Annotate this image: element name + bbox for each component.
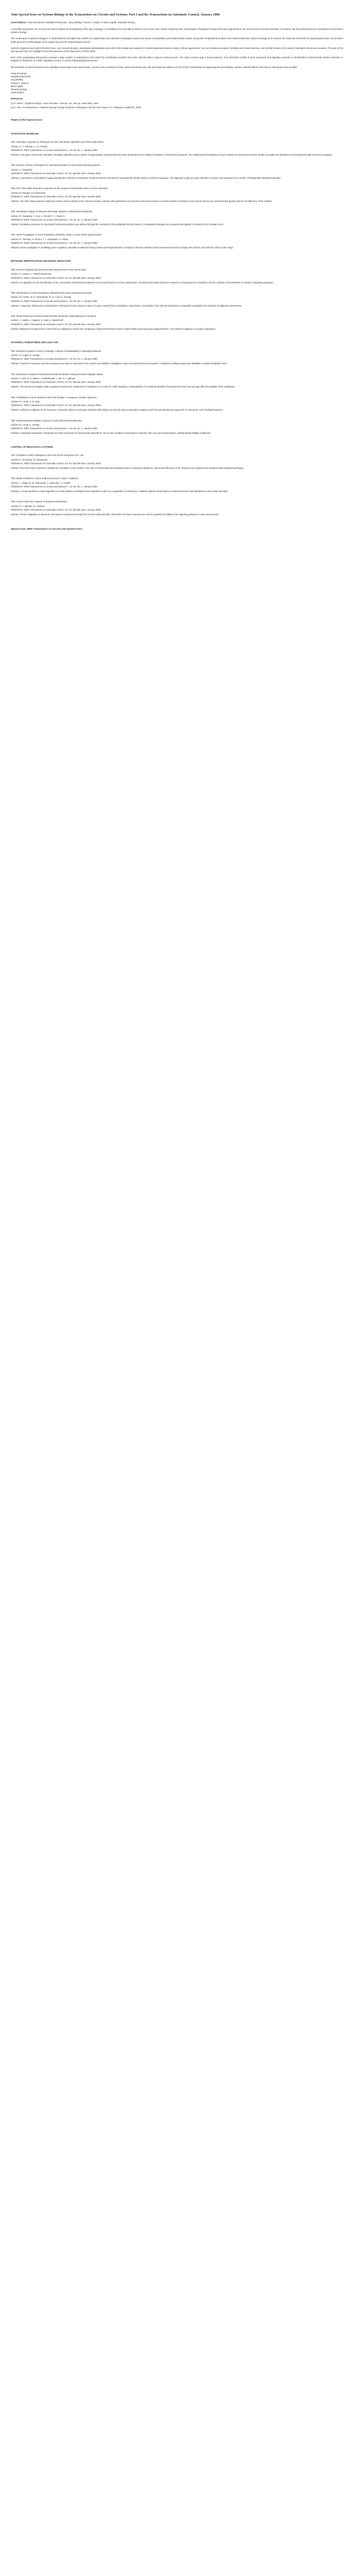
article-authors: Authors: D. T. Gillespie, L. R. Petzold xyxy=(11,145,47,148)
references xyxy=(11,97,343,109)
article-publication: Published in: IEEE Transactions on Automatic Control, Vol. 53, Special Issue, January 2008 xyxy=(11,172,101,175)
intro-paragraph: In scientific perspective, the century has been heralded as the beginning of the age of biology. It is probably not a coincidence that the rise of new, more robust computing tools, technologies of biological measurement and engineering in the very bioscience-focused domains of research, has been followed by the development of the field of systems biology. xyxy=(11,27,343,34)
intro-paragraph: We would like to thank all authors who submitted manuscripts to the special issue, and the many reviewers for their careful and timely work. We also thank the Editors-in-Chief of both Transactions for supporting this joint initiative, and the editorial staff for their help in making this issue possible. xyxy=(11,65,298,69)
signature-name: Mustafa Khammash xyxy=(11,75,31,78)
article-title: Title: Oscillations in Gene Networks with Time Delays: A Frequency Domain Approach xyxy=(11,396,97,399)
article-entry xyxy=(11,454,343,470)
article-entry xyxy=(11,419,343,435)
guest-editors-label: Guest Editors: xyxy=(11,21,27,24)
article-authors: Authors: B. Munsky, M. Khammash xyxy=(11,191,46,194)
article-publication: Published in: IEEE Transactions on Automatic Control, Vol. 53, Special Issue, January 2008 xyxy=(11,404,101,407)
article-abstract: Abstract: Sufficient conditions for the existence of periodic orbits in cyclic gene networks with delays are derived using secant gain conditions and Poincare-Bendixson arguments for monotone cyclic feedback systems. xyxy=(11,409,223,412)
article-authors: Authors: L. Magni, D. M. Raimondo, C. Dalla Man, C. Cobelli xyxy=(11,481,71,484)
article-authors: Authors: H. El-Samad, M. Khammash xyxy=(11,458,48,461)
article-publication: Published in: IEEE Transactions on Automatic Control, Vol. 53, Special Issue, January 2008 xyxy=(11,276,101,279)
article-authors: Authors: M. Andrec, B. N. Kholodenko, R. M. Levy, E. Sontag xyxy=(11,296,71,299)
article-publication: Published in: IEEE Transactions on Circuits and Systems I, Vol. 55, No. 1, January 2008 xyxy=(11,427,97,430)
article-title: Title: Sensitivity Analysis of Discrete Stochastic Systems in Biochemical Networks xyxy=(11,210,93,213)
article-title: Title: Noise Propagation in Gene Regulatory Networks Using a Linear Noise Approximation xyxy=(11,233,102,236)
section-title: DYNAMICS, ROBUSTNESS AND ANALYSIS xyxy=(11,341,59,344)
article-entry xyxy=(11,268,343,284)
article-publication: Published in: IEEE Transactions on Circuits and Systems I, Vol. 55, No. 1, January 2008 xyxy=(11,299,97,302)
article-entry xyxy=(11,292,343,308)
references-title: References xyxy=(11,97,23,100)
signature-name: Hana El-Samad xyxy=(11,72,27,75)
article-entry xyxy=(11,141,343,157)
section-title: STOCHASTIC MODELING xyxy=(11,132,39,135)
section-title: NETWORK IDENTIFICATION AND MODEL REDUCTION xyxy=(11,260,71,263)
article-authors: Authors: M. Arcak, G. B. Stan xyxy=(11,400,40,403)
intro-paragraph: Systems engineers and control theorists have, over several decades, developed methodologies and tools for the design and analysis of complex dynamical systems. Many of these approaches, such as robustness analysis, feedback and model reduction, are directly relevant to the study of biological circuits and networks. The goal of this joint special issue is to highlight recent developments at the intersection of these fields. xyxy=(11,46,343,53)
article-entry xyxy=(11,233,343,249)
article-entry xyxy=(11,396,343,412)
article-authors: Authors: J. Hardin, A. Zagaris, K. Krab, H. Westerhoff xyxy=(11,319,63,322)
article-title: Title: Reverse Engineering of Biochemical Networks from Time Series Data xyxy=(11,268,86,271)
article-title: Title: Control Theoretic Analysis of Bacterial Chemotaxis xyxy=(11,500,68,503)
signature-name: Brian Ingalls xyxy=(11,84,23,88)
article-entry xyxy=(11,373,343,389)
article-authors: Authors: P. A. Iglesias, B. Andrews xyxy=(11,504,45,507)
page-footer: Special Issue, IEEE Transactions on Circuits and Systems Part I xyxy=(11,528,83,531)
signature-name: Jorg Stelling xyxy=(11,78,23,81)
article-title: Title: Passivity-Based Stability Analysis of Cyclic Biochemical Networks xyxy=(11,419,82,422)
signature-role: Guest Editors xyxy=(11,91,25,94)
article-title: Title: The Finite State Projection Approach for the Analysis of Stochastic Noise in Gene Networks xyxy=(11,187,108,190)
article-entry xyxy=(11,315,343,331)
reference-item: [2] U. Alon, An Introduction to Systems Biology: Design Principles of Biological Circuits. Boca Raton, FL: Chapman & Hall/CRC, 2006. xyxy=(11,106,142,109)
signature-name: Francis J. Doyle III xyxy=(11,81,29,84)
guest-editors-line xyxy=(11,21,343,25)
article-authors: Authors: M. Arcak, E. Sontag xyxy=(11,423,40,427)
article-publication: Published in: IEEE Transactions on Circuits and Systems I, Vol. 55, No. 1, January 2008 xyxy=(11,358,97,361)
editor-signature xyxy=(11,72,343,95)
article-entry xyxy=(11,500,343,516)
article-authors: Authors: J. Hespanha xyxy=(11,168,32,171)
article-abstract: Abstract: Noise propagation in multistage gene regulatory cascades is analyzed using a linear noise approximation. Frequency domain methods reveal how network structure shapes the intrinsic and extrinsic noise at each stage. xyxy=(11,246,234,249)
article-abstract: Abstract: Balanced truncation from control theory is adapted to reduce the complexity of large biochemical reaction models while preserving input-output behavior. The method is applied to a model of glycolysis. xyxy=(11,327,216,330)
article-title: Title: Robustness Analysis of Biochemical Network Models Using Structured Singular Values xyxy=(11,372,104,376)
article-abstract: Abstract: The finite state projection method provides a direct solution of the chemical master equation with guaranteed error bounds. Extensions based on model reduction techniques from systems theory are presented that greatly improve the efficiency of the method. xyxy=(11,200,273,203)
article-entry xyxy=(11,187,343,203)
article-title: Title: Monotone Systems Theory in Biology: Analysis of Multistability in Signaling Networks xyxy=(11,349,102,352)
article-entry xyxy=(11,164,343,180)
journal-title: Joint Special Issue on Systems Biology in the Transactions on Circuits and Systems: Part I and the Transactions on Automatic Control, January 2008 xyxy=(11,13,220,16)
article-abstract: Abstract: The structured singular value is applied to assess the robustness of oscillations in a model of cAMP signaling in Dictyostelium. The analysis identifies the parameters that most strongly affect the stability of the oscillations. xyxy=(11,385,235,388)
article-abstract: Abstract: This paper reviews the stochastic simulation algorithm and a number of approximate methods that have been developed for the efficient simulation of biochemical systems. The mathematical foundations of each method are discussed and their relative strengths and limitations are illustrated through numerical examples. xyxy=(11,154,333,157)
article-entry xyxy=(11,210,343,226)
table-of-contents xyxy=(11,132,343,517)
article-publication: Published in: IEEE Transactions on Circuits and Systems I, Vol. 55, No. 1, January 2008 xyxy=(11,485,97,488)
article-abstract: Abstract: A Bayesian framework is developed for inferring the local response matrix of a gene network from perturbation experiments. Uncertainty in the inferred interactions is quantified and guides the selection of additional experiments. xyxy=(11,304,242,307)
article-publication: Published in: IEEE Transactions on Circuits and Systems I, Vol. 55, No. 1, January 2008 xyxy=(11,148,97,151)
article-abstract: Abstract: Perfect adaptation in bacterial chemotaxis is interpreted through the internal model principle. Information theoretic measures are used to quantify the fidelity of the signaling pathway in noisy environments. xyxy=(11,513,220,516)
article-entry xyxy=(11,350,343,366)
article-publication: Published in: IEEE Transactions on Automatic Control, Vol. 53, Special Issue, January 2008 xyxy=(11,195,101,198)
intro-paragraph: Each of the participating transactions received a large number of submissions, from which the contributions included here were selected after a rigorous review process. The topics covered span a broad spectrum, from stochastic models of gene expression and signaling networks, to identification of biochemical reaction networks, to analysis of robustness in cellular regulatory circuits, to control of physiological processes. xyxy=(11,56,343,62)
article-authors: Authors: R. Tomioka, H. Kimura, T. J. Koboyashi, K. Aihara xyxy=(11,238,69,241)
article-authors: Authors: R. Gunawan, Y. Cao, L. Petzold, F. J. Doyle III xyxy=(11,214,65,217)
intro-paragraph: The central goal of systems biology is to understand the principles that underlie the organization and operation of biological systems by means of quantitative and mathematical models, along with computational analyses and experimental data. Systems biology thus connects the molecular world with the physiological world, and provides fertile ground for methodologies from engineering and the mathematical sciences. xyxy=(11,37,343,43)
article-abstract: Abstract: A procedure is described for approximating the moments of stochastic chemical reaction networks by truncating the infinite system of moment equations. The approach yields accurate estimates of means and variances for a number of biologically motivated examples. xyxy=(11,177,281,180)
article-publication: Published in: IEEE Transactions on Automatic Control, Vol. 53, Special Issue, January 2008 xyxy=(11,381,101,384)
article-title: Title: Stochastic Approach to Biological Circuits: Stochastic Algorithms and Their Applications xyxy=(11,141,104,144)
article-abstract: Abstract: Tools from monotone dynamical systems are used to characterize the number and stability of equilibria in interconnected biochemical systems. Graphical conditions guarantee bistability in positive feedback loops. xyxy=(11,362,228,365)
article-publication: Published in: IEEE Transactions on Automatic Control, Vol. 53, Special Issue, January 2008 xyxy=(11,462,101,465)
article-abstract: Abstract: An algorithm for the identification of the connectivity of biochemical networks is presented based on convex optimization. Structural information about the network is incorporated as constraints, and the method is demonstrated on models of signaling pathways. xyxy=(11,281,274,284)
editorial-introduction xyxy=(11,28,343,69)
guest-editors-names: Hana El-Samad, Mustafa Khammash, Jorg Stelling, Francis J. Doyle III, Brian Ingalls, Eduardo Sontag xyxy=(27,21,135,24)
article-abstract: Abstract: The heat shock response is studied as a feedback control system. The roles of feedforward and feedback loops in achieving robustness, speed and efficiency of the response are analyzed and compared with engineering designs. xyxy=(11,467,244,469)
article-title: Title: Model Reduction of Biochemical Reaction Networks Using Balanced Truncation xyxy=(11,315,96,317)
article-abstract: Abstract: A model predictive control algorithm for insulin delivery is designed and evaluated in silico on a population of virtual type 1 diabetic patients. Performance is assessed under meal disturbances and model mismatch. xyxy=(11,490,229,493)
article-authors: Authors: E. August, A. Papachristodoulou xyxy=(11,273,52,276)
article-title: Title: Identification of Gene Regulatory Networks with Sparse Measurement Data xyxy=(11,291,92,294)
toc-heading: Papers in this Special Issue xyxy=(11,118,42,122)
article-publication: Published in: IEEE Transactions on Automatic Control, Vol. 53, Special Issue, January 2008 xyxy=(11,323,101,326)
document-page xyxy=(0,0,354,547)
article-abstract: Abstract: A passivity framework is developed for interconnections of biochemical subsystems. The secant condition is extended to networks with more general topologies, yielding global stability certificates. xyxy=(11,432,211,435)
article-title: Title: Model Predictive Control of Blood Glucose in Type 1 Diabetes xyxy=(11,477,78,480)
article-authors: Authors: J. Kim, D. G. Bates, I. Postlethwaite, L. Ma, P. A. Iglesias xyxy=(11,377,76,380)
article-abstract: Abstract: Sensitivity measures for stochastic biochemical systems are defined through the sensitivity of the probability density function. Computation strategies are proposed and applied to models of the circadian clock. xyxy=(11,223,224,226)
article-title: Title: Feedback Control Strategies in the Heat Shock Response of E. coli xyxy=(11,454,84,457)
signature-name: Eduardo Sontag xyxy=(11,88,27,91)
article-publication: Published in: IEEE Transactions on Circuits and Systems I, Vol. 55, No. 1, January 2008 xyxy=(11,241,97,244)
section-title: CONTROL OF BIOLOGICAL SYSTEMS xyxy=(11,445,53,448)
article-publication: Published in: IEEE Transactions on Circuits and Systems I, Vol. 55, No. 1, January 2008 xyxy=(11,218,97,221)
reference-item: [1] H. Kitano, "Systems biology: A brief overview," Science, vol. 295, pp. 1662-1664, 2002. xyxy=(11,101,99,105)
article-authors: Authors: D. Angeli, E. Sontag xyxy=(11,353,40,357)
article-publication: Published in: IEEE Transactions on Automatic Control, Vol. 53, Special Issue, January 2008 xyxy=(11,508,101,511)
article-entry xyxy=(11,477,343,493)
article-title: Title: Moment Closure Techniques for Stochastic Models of Chemically Reacting Systems xyxy=(11,164,100,167)
